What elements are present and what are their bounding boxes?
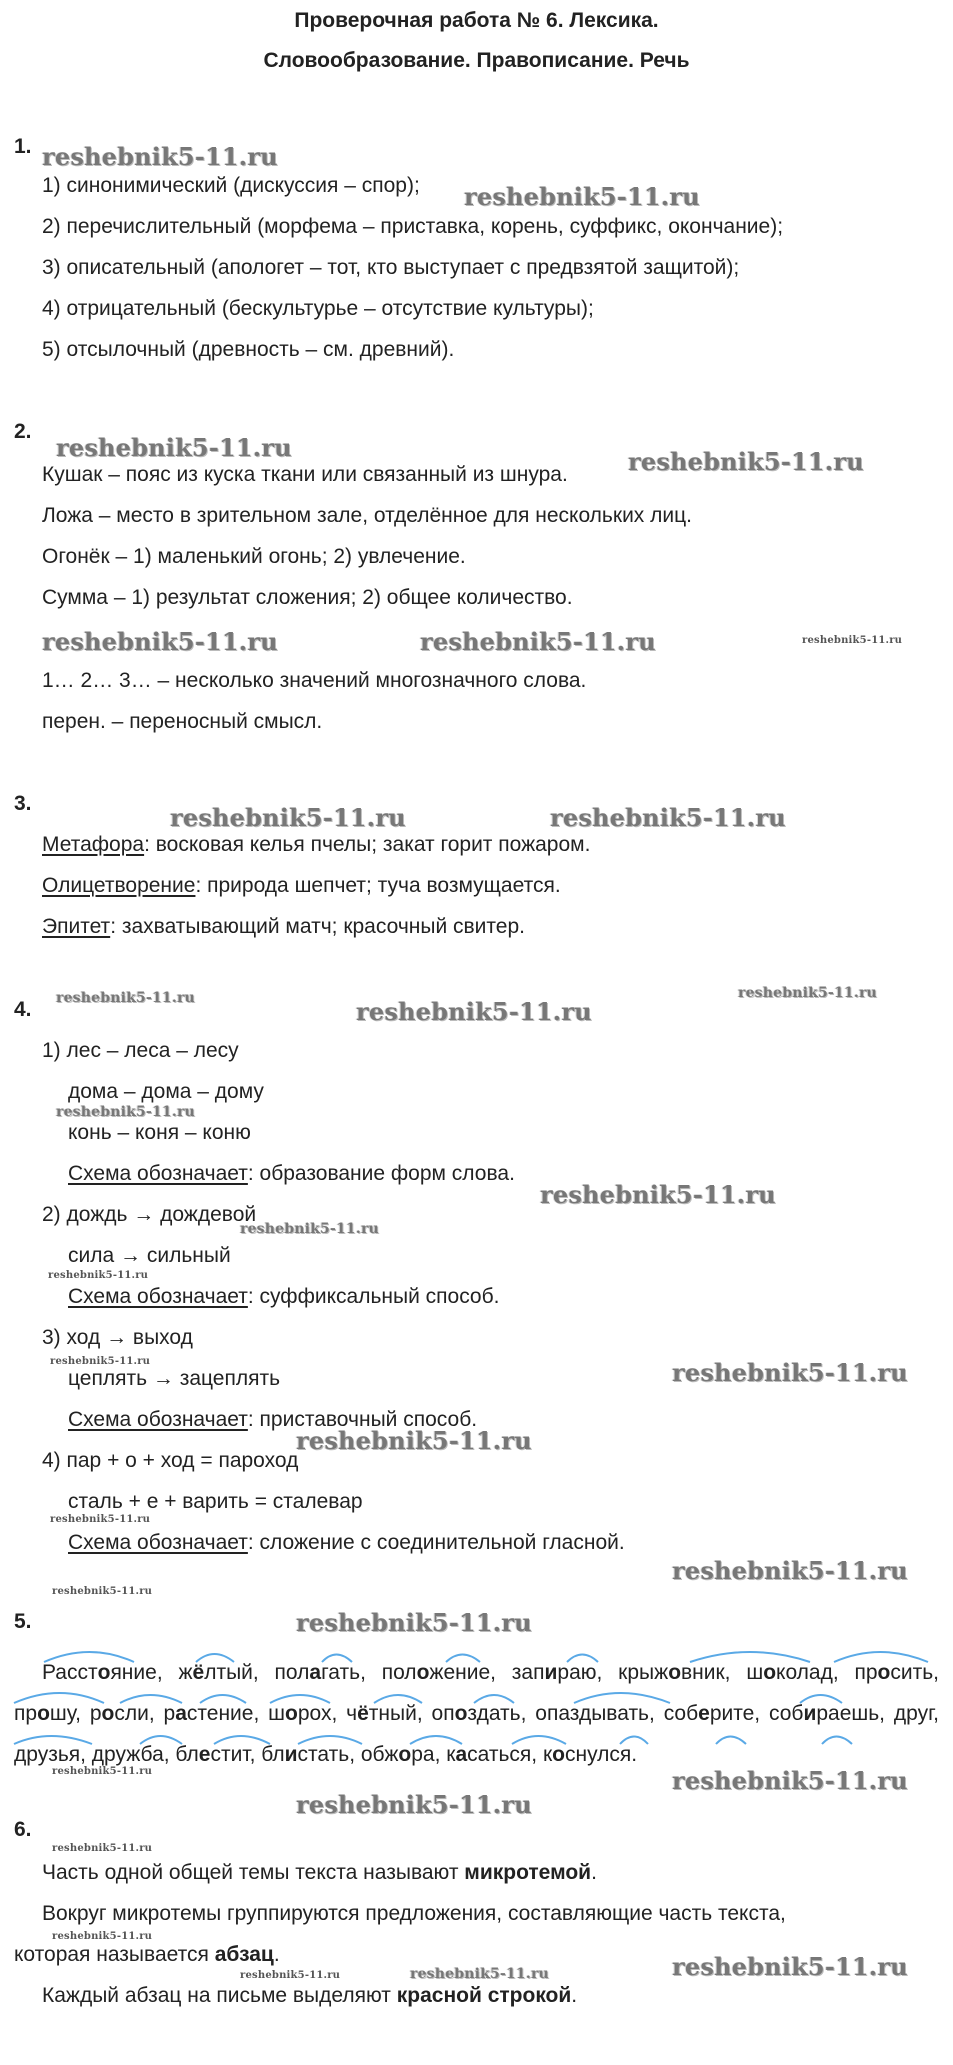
task4-l1c: конь – коня – коню [68,1121,251,1144]
task4-l4: 4) пар + о + ход = пароход [42,1449,299,1472]
watermark: reshebnik5-11.ru [296,1608,532,1637]
task5-number: 5. [14,1610,32,1633]
watermark: reshebnik5-11.ru [738,985,877,1001]
task6-p1: Часть одной общей темы текста называют микротемой. [42,1861,597,1884]
watermark: reshebnik5-11.ru [52,1766,153,1777]
task1-line-2: 2) перечислительный (морфема – приставка, корень, суффикс, окончание); [42,215,784,238]
task1-line-4: 4) отрицательный (бескультурье – отсутствие культуры); [42,297,594,320]
watermark: reshebnik5-11.ru [672,1766,908,1795]
task4-l4b: сталь + е + варить = сталевар [68,1490,363,1513]
task6-p3: Каждый абзац на письме выделяют красной строкой. [42,1984,578,2007]
term-metaphor: Метафора [42,833,145,856]
task2-number: 2. [14,420,32,443]
watermark: reshebnik5-11.ru [672,1952,908,1981]
task2-line-2: Ложа – место в зрительном зале, отделённое для нескольких лиц. [42,504,692,527]
task2-line-6: перен. – переносный смысл. [42,710,323,733]
watermark: reshebnik5-11.ru [52,1586,153,1597]
page-subtitle: Словообразование. Правописание. Речь [263,49,690,72]
task2-line-4: Сумма – 1) результат сложения; 2) общее количество. [42,586,573,609]
watermark: reshebnik5-11.ru [50,1356,151,1367]
task6-p2a: Вокруг микротемы группируются предложения, составляющие часть текста, [42,1902,786,1925]
task1-number: 1. [14,135,32,158]
task4-number: 4. [14,998,32,1021]
watermark: reshebnik5-11.ru [56,433,292,462]
watermark: reshebnik5-11.ru [52,1843,153,1854]
watermark: reshebnik5-11.ru [296,1426,532,1455]
watermark: reshebnik5-11.ru [550,803,786,832]
task4-l1: 1) лес – леса – лесу [42,1039,239,1062]
term-epithet: Эпитет [42,915,111,938]
watermark: reshebnik5-11.ru [50,1514,151,1525]
task3-line-2: Олицетворение: природа шепчет; туча возмущается. [42,874,561,897]
task1-line-3: 3) описательный (апологет – тот, кто выступает с предвзятой защитой); [42,256,740,279]
watermark: reshebnik5-11.ru [628,447,864,476]
task3-line-3: Эпитет: захватывающий матч; красочный свитер. [42,915,525,938]
watermark: reshebnik5-11.ru [410,1966,549,1982]
watermark: reshebnik5-11.ru [672,1358,908,1387]
watermark: reshebnik5-11.ru [802,635,903,646]
watermark: reshebnik5-11.ru [464,182,700,211]
task6-number: 6. [14,1818,32,1841]
task4-l2: 2) дождь → дождевой [42,1203,257,1226]
watermark: reshebnik5-11.ru [48,1270,149,1281]
task4-s2: Схема обозначает: суффиксальный способ. [68,1285,500,1308]
watermark: reshebnik5-11.ru [240,1970,341,1981]
watermark: reshebnik5-11.ru [42,142,278,171]
task4-l2b: сила → сильный [68,1244,231,1267]
watermark: reshebnik5-11.ru [356,997,592,1026]
task3-line-1: Метафора: восковая келья пчелы; закат горит пожаром. [42,833,591,856]
watermark: reshebnik5-11.ru [296,1790,532,1819]
watermark: reshebnik5-11.ru [420,627,656,656]
task1-line-1: 1) синонимический (дискуссия – спор); [42,174,420,197]
task2-line-1: Кушак – пояс из куска ткани или связанный из шнура. [42,463,568,486]
watermark: reshebnik5-11.ru [540,1180,776,1209]
watermark: reshebnik5-11.ru [52,1931,153,1942]
watermark: reshebnik5-11.ru [170,803,406,832]
task4-l1b: дома – дома – дому [68,1080,264,1103]
watermark: reshebnik5-11.ru [240,1221,379,1237]
watermark: reshebnik5-11.ru [42,627,278,656]
task6-p2b: которая называется абзац. [14,1943,280,1966]
task4-l3: 3) ход → выход [42,1326,193,1349]
task4-s1: Схема обозначает: образование форм слова. [68,1162,515,1185]
page-title: Проверочная работа № 6. Лексика. [294,9,659,32]
task4-s3: Схема обозначает: приставочный способ. [68,1408,478,1431]
task2-line-5: 1… 2… 3… – несколько значений многозначного слова. [42,669,587,692]
task3-number: 3. [14,792,32,815]
task4-l3b: цеплять → зацеплять [68,1367,281,1390]
task2-line-3: Огонёк – 1) маленький огонь; 2) увлечение. [42,545,466,568]
task1-line-5: 5) отсылочный (древность – см. древний). [42,338,455,361]
term-personification: Олицетворение [42,874,196,897]
watermark: reshebnik5-11.ru [672,1556,908,1585]
task4-s4: Схема обозначает: сложение с соединительной гласной. [68,1531,625,1554]
task5-word-list: Расстояние, жёлтый, полагать, положение, запираю, крыжовник, шоколад, просить, прошу, росли, растение, шорох, чётный, опоздать, опаздывать, соберите, собираешь, друг, друзья, дружба, блестит, блистать, обжора, касаться, коснулся. [14,1661,940,1766]
watermark: reshebnik5-11.ru [56,1104,195,1120]
watermark: reshebnik5-11.ru [56,990,195,1006]
